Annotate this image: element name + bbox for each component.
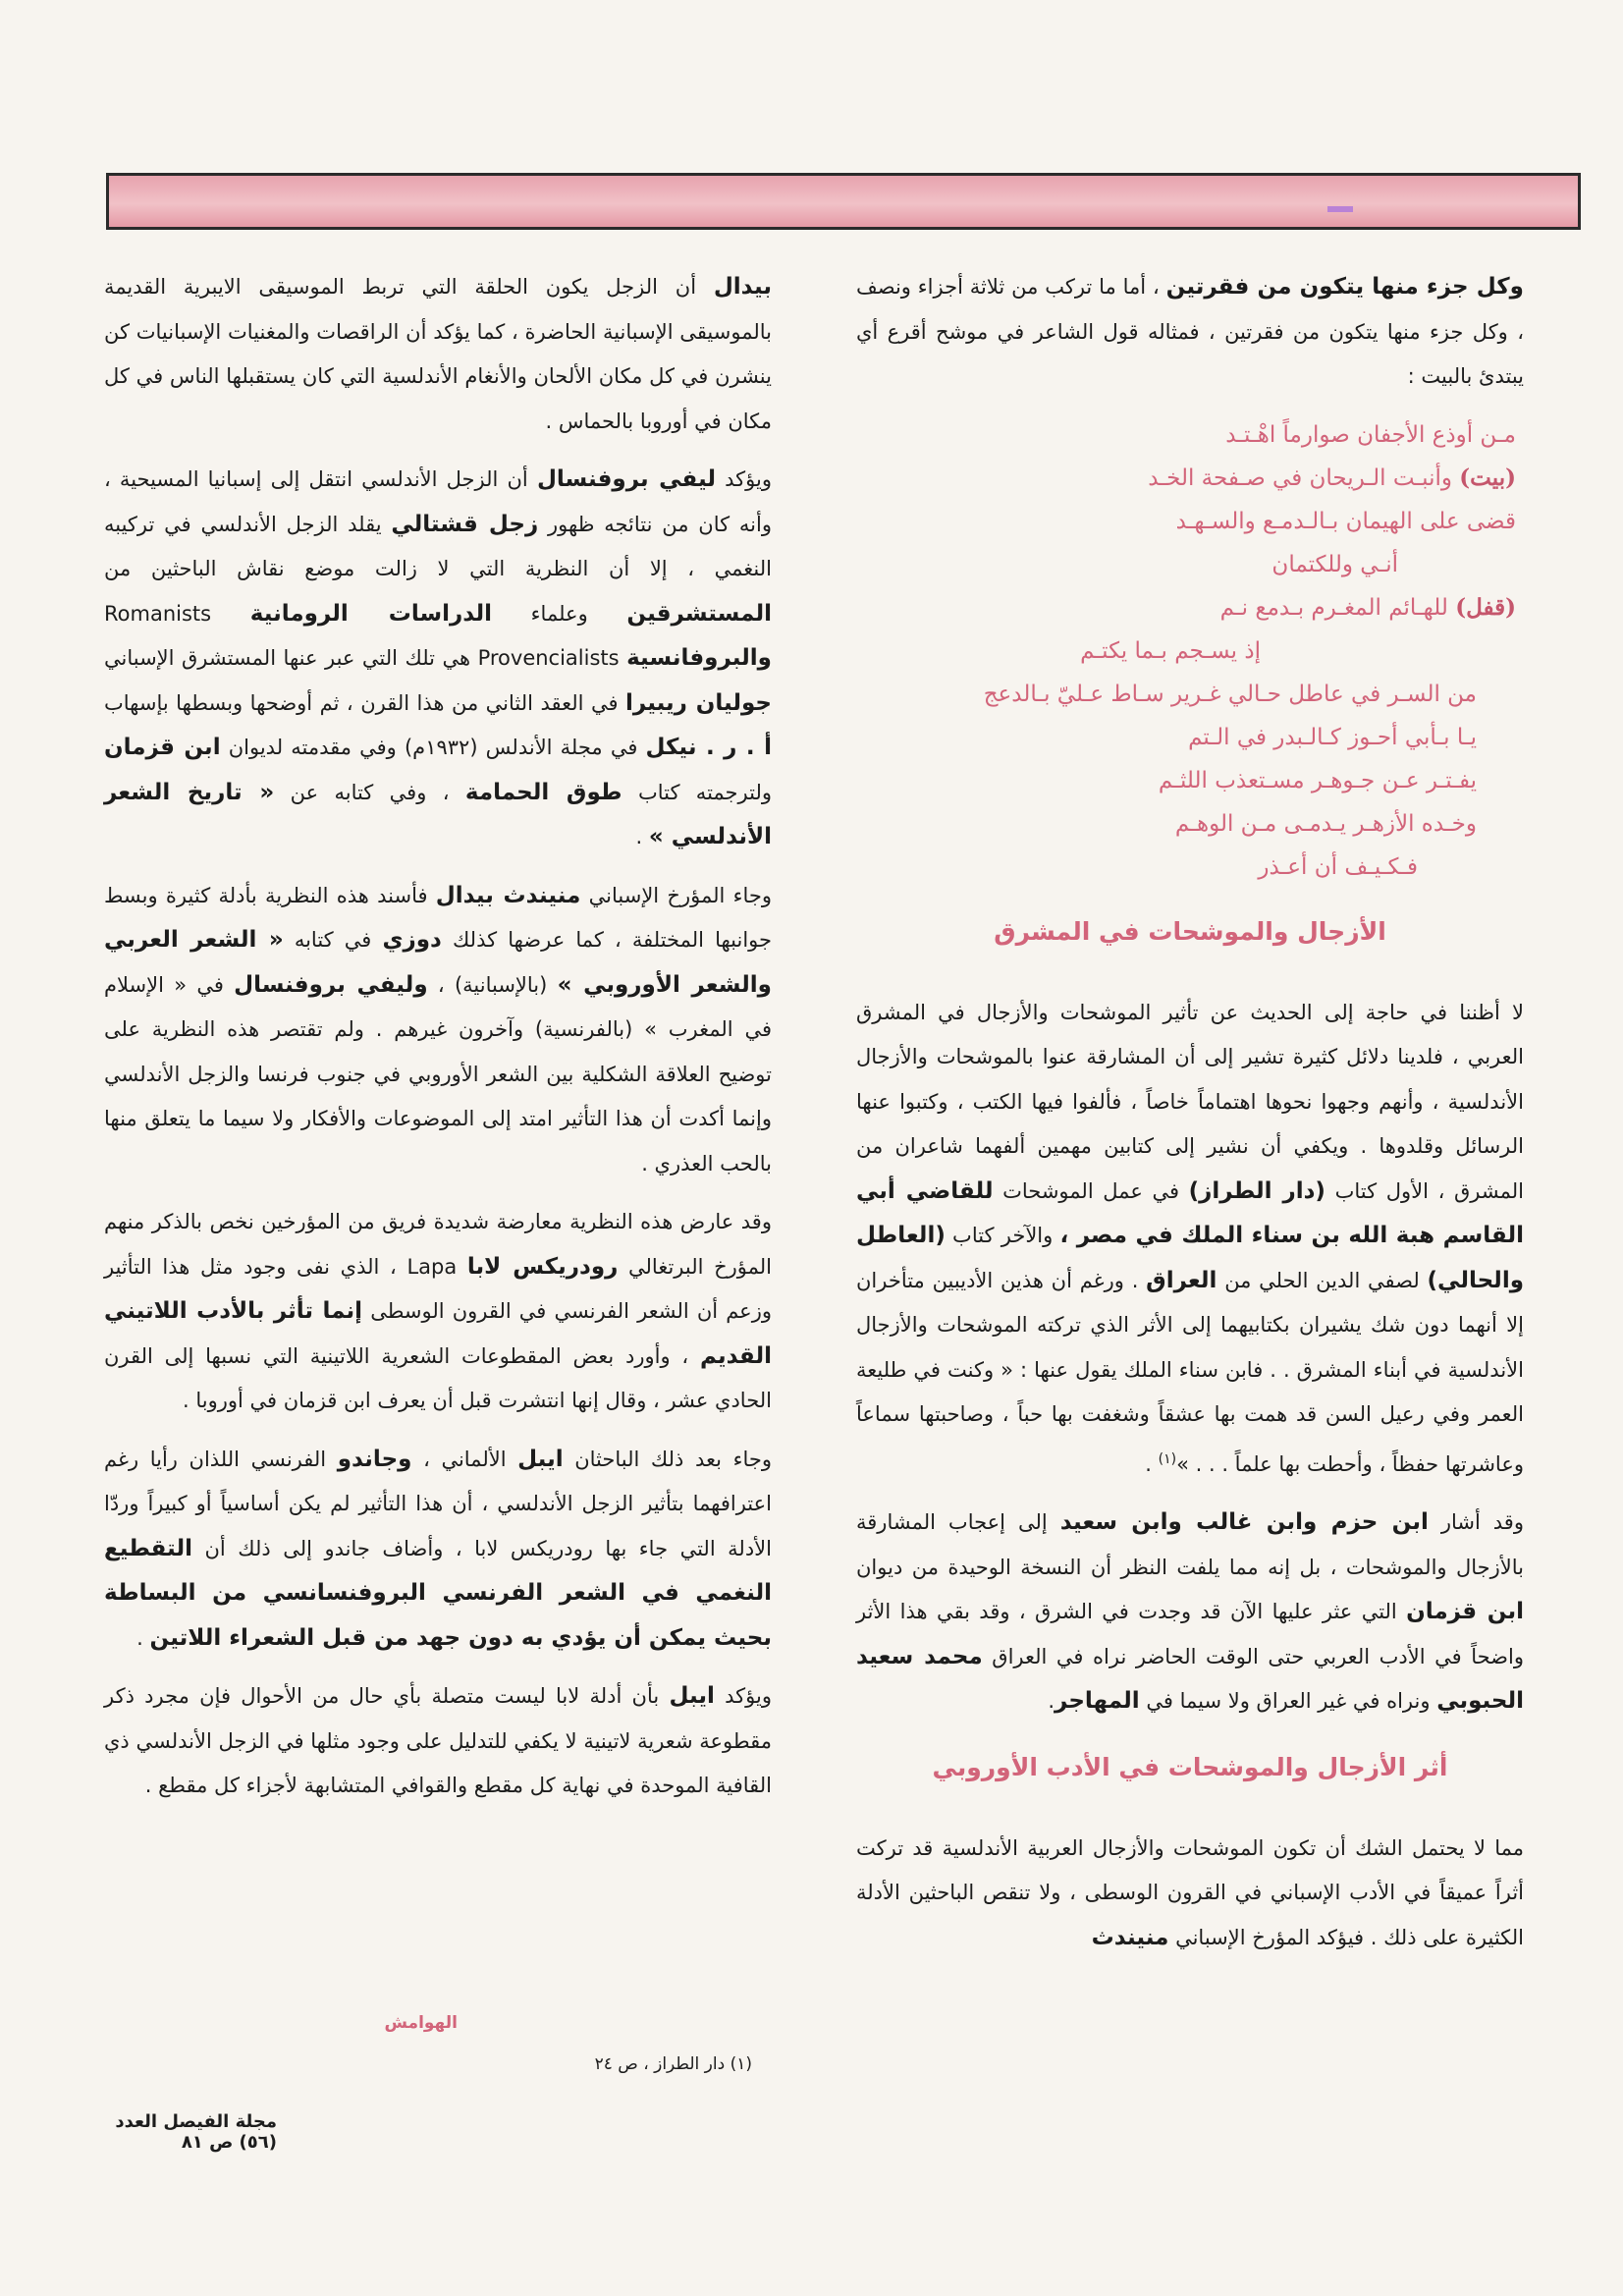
section-heading-europe: أثر الأزجال والموشحات في الأدب الأوروبي xyxy=(932,1752,1448,1781)
footnotes-title: الهوامش xyxy=(384,2013,458,2033)
right-paragraph-4: مما لا يحتمل الشك أن تكون الموشحات والأزجال العربية الأندلسية قد تركت أثراً عميقاً في الأدب الإسباني في القرون الوسطى ، ولا تنقص الباحثين الأدلة الكثيرة على ذلك . فيؤكد المؤرخ الإسباني منيندث xyxy=(856,1835,1524,1950)
left-paragraph-3: وجاء المؤرخ الإسباني منيندث بيدال فأسند هذه النظرية بأدلة كثيرة وبسط جوانبها المختلفة ، كما عرضها كذلك دوزي في كتابه « الشعر العربي والشعر الأوروبي » (بالإسبانية) ، وليفي بروفنسال في « الإسلام في المغرب » (بالفرنسية) وآخرون غيرهم . ولم تقتصر هذه النظرية على توضيح العلاقة الشكلية بين الشعر الأوروبي في جنوب فرنسا والزجل الأندلسي وإنما أكدت أن هذا التأثير امتد إلى الموضوعات والأفكار ولا سيما ما يتعلق منها بالحب العذري . xyxy=(104,882,773,1175)
left-paragraph-6: ويؤكد ايبل بأن أدلة لابا ليست متصلة بأي حال من الأحوال فإن مجرد ذكر مقطوعة شعرية لاتينية لا يكفي للتدليل على وجود مثلها في الزجل الأندلسي ذي القافية الموحدة في نهاية كل مقطع والقوافي المتشابهة لأجزاء كل مقطع . xyxy=(104,1683,772,1797)
left-paragraph-5: وجاء بعد ذلك الباحثان ايبل الألماني ، وجاندو الفرنسي اللذان رأيا رغم اعترافهما بتأثير الزجل الأندلسي ، أن هذا التأثير لم يكن أساسياً أو كبيراً وردّا الأدلة التي جاء بها رودريكس لابا ، وأضاف جاندو إلى ذلك أن التقطيع النغمي في الشعر الفرنسي البروفنسانسي من البساطة بحيث يمكن أن يؤدي به دون جهد من قبل الشعراء اللاتين . xyxy=(104,1446,772,1651)
poem-line: (قفل) للهـائم المغـرم بـدمع نـم xyxy=(1219,593,1516,621)
bayt-label: (بيت) xyxy=(1459,464,1516,491)
poem-line: يفـتـر عـن جـوهـر مسـتعذب اللثـم xyxy=(1158,767,1477,793)
poem-line: مـن أوذع الأجفان صوارماً اهْـتـد xyxy=(1225,421,1516,448)
muwashshah-poem xyxy=(856,413,1524,889)
poem-line: إذ يسـجم بـما يكتـم xyxy=(1080,637,1261,664)
left-paragraph-4: وقد عارض هذه النظرية معارضة شديدة فريق من المؤرخين نخص بالذكر منهم المؤرخ البرتغالي رودريكس لابا Lapa ، الذي نفى وجود مثل هذا التأثير وزعم أن الشعر الفرنسي في القرون الوسطى إنما تأثر بالأدب اللاتيني القديم ، وأورد بعض المقطوعات الشعرية اللاتينية التي نسبها إلى القرن الحادي عشر ، وقال إنها انتشرت قبل أن يعرف ابن قزمان في أوروبا . xyxy=(104,1210,773,1412)
section-heading-mashriq: الأزجال والموشحات في المشرق xyxy=(994,916,1386,946)
poem-line: وخـده الأزهـر يـدمـى مـن الوهـم xyxy=(1174,810,1477,837)
right-paragraph-2: لا أظننا في حاجة إلى الحديث عن تأثير الموشحات والأزجال في المشرق العربي ، فلدينا دلائل كثيرة تشير إلى أن المشارقة عنوا بالموشحات والأزجال الأندلسية ، وأنهم وجهوا نحوها اهتماماً خاصاً ، فألفوا فيها الكتب ، وكتبوا عنها الرسائل وقلدوها . ويكفي أن نشير إلى كتابين مهمين ألفهما شاعران من المشرق ، الأول كتاب (دار الطراز) في عمل الموشحات للقاضي أبي القاسم هبة الله بن سناء الملك في مصر ، والآخر كتاب (العاطل والحالي) لصفي الدين الحلي من العراق . ورغم أن هذين الأديبين متأخران إلا أنهما دون شك يشيران بكتابيهما إلى الأثر الذي تركته الموشحات والأزجال الأندلسية في أبناء المشرق . . فابن سناء الملك يقول عنها : « وكنت في طليعة العمر وفي رعيل السن قد همت بها عشقاً وشغفت بها حباً ، وصاحبتها سماعاً وعاشرتها حفظاً ، وأحطت بها علماً . . . »$^{(١)}$ . xyxy=(856,1000,1524,1476)
poem-line: فـكـيـف أن أعـذر xyxy=(1258,853,1418,880)
poem-line: يـا بـأبي أحـوز كـالـبدر في الـتم xyxy=(1188,724,1477,750)
header-band-mark xyxy=(1327,206,1353,212)
poem-line: أنـي وللكتمان xyxy=(1271,551,1398,577)
poem-line: (بيت) وأنبـت الـريحان في صـفحة الخـد xyxy=(1148,464,1516,491)
right-paragraph-3: وقد أشار ابن حزم وابن غالب وابن سعيد إلى إعجاب المشارقة بالأزجال والموشحات ، بل إنه مما يلفت النظر أن النسخة الوحيدة من ديوان ابن قزمان التي عثر عليها الآن قد وجدت في الشرق ، وقد بقي هذا الأثر واضحاً في الأدب العربي حتى الوقت الحاضر نراه في العراق محمد سعيد الحبوبي ونراه في غير العراق ولا سيما في المهاجر. xyxy=(856,1509,1524,1714)
left-paragraph-2: ويؤكد ليفي بروفنسال أن الزجل الأندلسي انتقل إلى إسبانيا المسيحية ، وأنه كان من نتائجه ظهور زجل قشتالي يقلد الزجل الأندلسي في تركيبه النغمي ، إلا أن النظرية التي لا زالت موضع نقاش الباحثين من المستشرقين وعلماء الدراسات الرومانية Romanists والبروفانسية Provencialists هي تلك التي عبر عنها المستشرق الإسباني جوليان ريبيرا في العقد الثاني من هذا القرن ، ثم أوضحها وبسطها بإسهاب أ . ر . نيكل في مجلة الأندلس (١٩٣٢م) وفي مقدمته لديوان ابن قزمان ولترجمته كتاب طوق الحمامة ، وفي كتابه عن « تاريخ الشعر الأندلسي » . xyxy=(104,466,773,849)
right-column xyxy=(856,265,1524,1974)
page-footer: مجلة الفيصل العدد (٥٦) ص ٨١ xyxy=(115,2111,277,2153)
poem-line: قضى على الهيمان بـالـدمـع والسـهـد xyxy=(1175,508,1516,534)
right-paragraph-1: وكل جزء منها يتكون من فقرتين ، أما ما تركب من ثلاثة أجزاء ونصف ، وكل جزء منها يتكون من فقرتين ، فمثاله قول الشاعر في موشح أقرع أي يبتدئ بالبيت : xyxy=(856,274,1524,388)
qufl-label: (قفل) xyxy=(1455,593,1516,621)
header-band xyxy=(106,173,1581,230)
poem-line: من السـر في عاطل حـالي غـرير سـاط عـليّ بـالدعج xyxy=(983,681,1477,707)
footnote-1: (١) دار الطراز ، ص ٢٤ xyxy=(594,2054,752,2074)
left-column xyxy=(104,265,772,1823)
footnote-ref[interactable]: (١) xyxy=(1158,1450,1177,1467)
left-paragraph-1: بيدال أن الزجل يكون الحلقة التي تربط الموسيقى الايبرية القديمة بالموسيقى الإسبانية الحاضرة ، كما يؤكد أن الراقصات والمغنيات الإسبانيات كن ينشرن في كل مكان الألحان والأنغام الأندلسية التي كان يستقبلها الناس في كل مكان في أوروبا بالحماس . xyxy=(104,274,772,433)
